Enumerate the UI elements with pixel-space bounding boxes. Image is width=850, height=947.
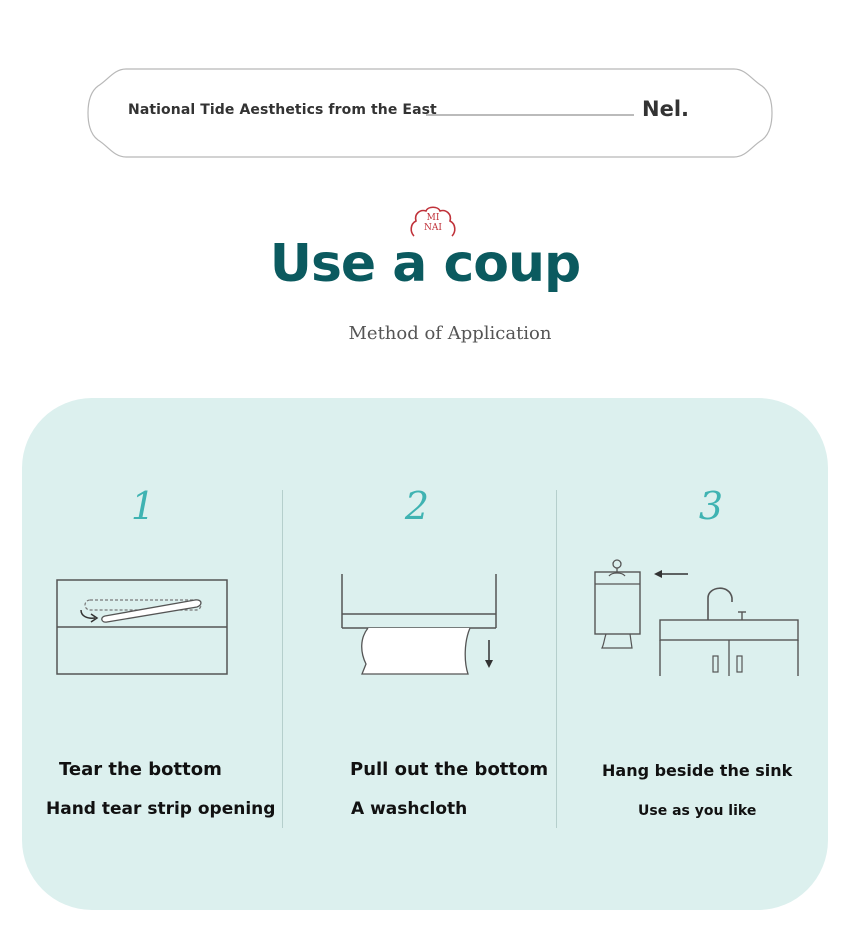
step-divider xyxy=(556,490,557,828)
brand-logo xyxy=(408,204,458,238)
step-1-title: Tear the bottom xyxy=(59,759,222,780)
step-number-3: 3 xyxy=(698,484,724,528)
banner-tagline: National Tide Aesthetics from the East xyxy=(128,102,437,118)
logo-text-line2: NAI xyxy=(424,223,442,233)
pull-out-towel-icon xyxy=(338,572,503,680)
hang-by-sink-icon xyxy=(592,556,804,680)
step-number-2: 2 xyxy=(404,484,430,528)
banner-brand: Nel. xyxy=(642,97,689,121)
page-subtitle: Method of Application xyxy=(348,323,552,344)
header-banner xyxy=(86,68,774,158)
step-3-subtitle: Use as you like xyxy=(638,803,757,819)
step-2-subtitle: A washcloth xyxy=(351,799,468,819)
page-title: Use a coup xyxy=(269,234,581,294)
step-2-title: Pull out the bottom xyxy=(350,759,549,780)
tear-strip-box-icon xyxy=(55,578,230,678)
step-3-title: Hang beside the sink xyxy=(602,761,793,780)
step-1-subtitle: Hand tear strip opening xyxy=(46,799,276,819)
logo-text-line1: MI xyxy=(426,213,440,223)
step-number-1: 1 xyxy=(130,484,156,528)
step-divider xyxy=(282,490,283,828)
